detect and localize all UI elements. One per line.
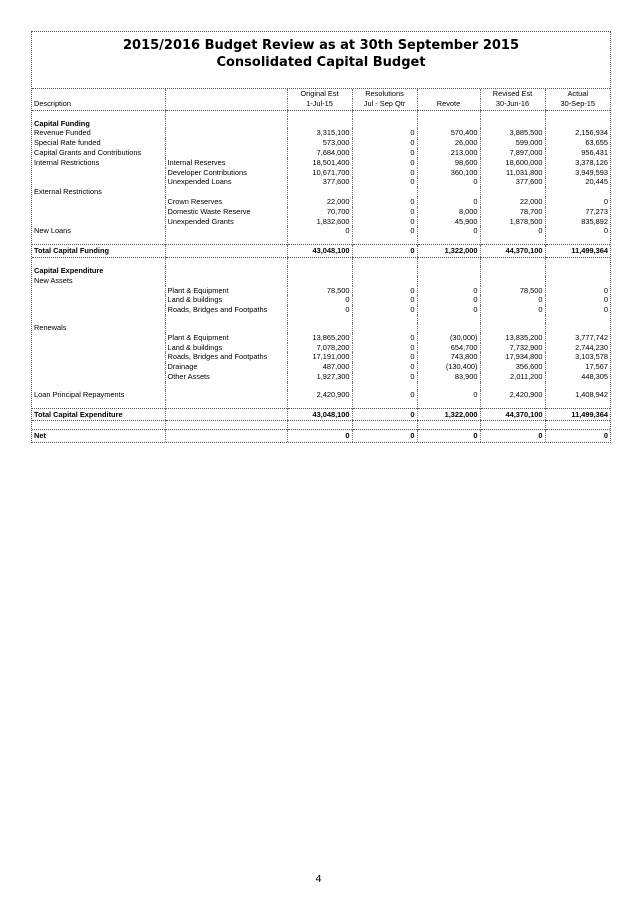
- spacer-cell: [287, 257, 352, 266]
- header-spacer: [165, 89, 287, 99]
- original-est-cell: 0: [287, 295, 352, 305]
- row-description: Net: [32, 430, 165, 442]
- spacer-cell: [32, 257, 165, 266]
- row-description: [32, 177, 165, 187]
- spacer-cell: [480, 421, 545, 430]
- row-subcategory: Domestic Waste Reserve: [165, 207, 287, 217]
- row-subcategory: [165, 226, 287, 236]
- spacer-cell: [165, 315, 287, 323]
- spacer-cell: [417, 236, 480, 245]
- row-subcategory: [165, 119, 287, 129]
- revote-cell: [417, 323, 480, 333]
- spacer-cell: [32, 382, 165, 390]
- header-spacer: [32, 89, 165, 99]
- row-description: Internal Restrictions: [34, 157, 100, 167]
- table-row: [32, 128, 610, 138]
- resolutions-cell: 0: [352, 372, 417, 382]
- spacer-cell: [32, 315, 165, 323]
- spacer-cell: [165, 421, 287, 430]
- spacer-row: [32, 257, 610, 266]
- revised-est-cell: 0: [480, 430, 545, 442]
- revised-est-cell: 2,420,900: [480, 390, 545, 400]
- spacer-cell: [417, 315, 480, 323]
- actual-cell: 0: [545, 430, 610, 442]
- spacer-cell: [417, 382, 480, 390]
- resolutions-cell: 0: [352, 217, 417, 227]
- revised-est-cell: 7,897,000: [480, 148, 545, 158]
- resolutions-cell: 0: [352, 168, 417, 178]
- actual-cell: 3,777,742: [545, 333, 610, 343]
- spacer-cell: [480, 315, 545, 323]
- spacer-cell: [480, 382, 545, 390]
- revised-est-cell: 22,000: [480, 197, 545, 207]
- resolutions-cell: 0: [352, 430, 417, 442]
- row-description: New Loans: [34, 226, 71, 236]
- row-description: [32, 286, 165, 296]
- row-description: [32, 295, 165, 305]
- actual-cell: 11,499,364: [545, 408, 610, 421]
- original-est-cell: 1,832,600: [287, 217, 352, 227]
- spacer-cell: [545, 257, 610, 266]
- revised-est-cell: 356,600: [480, 362, 545, 372]
- revised-est-cell: [480, 119, 545, 129]
- resolutions-cell: 0: [352, 390, 417, 400]
- header-spacer: [417, 89, 480, 99]
- spacer-cell: [352, 382, 417, 390]
- revised-est-cell: 0: [480, 226, 545, 236]
- revised-est-cell: 0: [480, 295, 545, 305]
- row-subcategory: Drainage: [165, 362, 287, 372]
- row-description: Special Rate funded: [34, 138, 101, 148]
- revised-est-cell: [480, 276, 545, 286]
- spacer-cell: [545, 315, 610, 323]
- row-description: [32, 305, 165, 315]
- original-est-cell: 7,078,200: [287, 343, 352, 353]
- header-original-est: Original Est: [287, 89, 352, 99]
- actual-cell: 2,744,230: [545, 343, 610, 353]
- actual-cell: [545, 276, 610, 286]
- spacer-cell: [165, 236, 287, 245]
- row-subcategory: Land & buildings: [165, 343, 287, 353]
- resolutions-cell: 0: [352, 352, 417, 362]
- original-est-cell: [287, 266, 352, 276]
- original-est-cell: [287, 323, 352, 333]
- header-revote: Revote: [417, 99, 480, 110]
- spacer-cell: [545, 421, 610, 430]
- table-row: [32, 323, 610, 333]
- header-description: Description: [32, 99, 165, 110]
- table-row: [32, 333, 610, 343]
- actual-cell: 3,378,126: [545, 158, 610, 168]
- spacer-cell: [32, 110, 165, 119]
- resolutions-cell: [352, 266, 417, 276]
- resolutions-cell: [352, 187, 417, 197]
- title-box: [32, 32, 610, 89]
- actual-cell: 956,431: [545, 148, 610, 158]
- row-description: Capital Expenditure: [34, 265, 104, 275]
- spacer-cell: [352, 315, 417, 323]
- revote-cell: 83,900: [417, 372, 480, 382]
- revised-est-cell: 44,370,100: [480, 245, 545, 258]
- resolutions-cell: 0: [352, 408, 417, 421]
- table-row: [32, 217, 610, 227]
- actual-cell: 3,949,593: [545, 168, 610, 178]
- row-subcategory: Roads, Bridges and Footpaths: [165, 352, 287, 362]
- spacer-cell: [417, 257, 480, 266]
- revote-cell: 213,000: [417, 148, 480, 158]
- revised-est-cell: 13,835,200: [480, 333, 545, 343]
- spacer-cell: [165, 400, 287, 409]
- actual-cell: [545, 266, 610, 276]
- spacer-cell: [352, 257, 417, 266]
- actual-cell: 63,655: [545, 138, 610, 148]
- row-description: Capital Grants and Contributions: [34, 147, 142, 157]
- budget-table-frame: [31, 31, 611, 443]
- spacer-cell: [352, 400, 417, 409]
- spacer-cell: [32, 421, 165, 430]
- revote-cell: 0: [417, 177, 480, 187]
- table-row: [32, 197, 610, 207]
- resolutions-cell: 0: [352, 207, 417, 217]
- original-est-cell: [287, 119, 352, 129]
- row-subcategory: [165, 408, 287, 421]
- resolutions-cell: 0: [352, 226, 417, 236]
- revised-est-cell: [480, 187, 545, 197]
- revote-cell: 0: [417, 197, 480, 207]
- spacer-row: [32, 236, 610, 245]
- revote-cell: 45,900: [417, 217, 480, 227]
- original-est-cell: 17,191,000: [287, 352, 352, 362]
- table-row: [32, 352, 610, 362]
- row-subcategory: [165, 128, 287, 138]
- row-description: [32, 207, 165, 217]
- header-spacer: [165, 99, 287, 110]
- original-est-cell: [287, 276, 352, 286]
- total-row: [32, 245, 610, 258]
- resolutions-cell: 0: [352, 333, 417, 343]
- row-description: Total Capital Expenditure: [32, 408, 165, 421]
- header-revised-est: Revised Est: [480, 89, 545, 99]
- original-est-cell: 487,000: [287, 362, 352, 372]
- original-est-cell: 43,048,100: [287, 245, 352, 258]
- revote-cell: 570,400: [417, 128, 480, 138]
- table-row: [32, 305, 610, 315]
- table-row: [32, 266, 610, 276]
- spacer-row: [32, 421, 610, 430]
- revised-est-cell: 44,370,100: [480, 408, 545, 421]
- actual-cell: 0: [545, 197, 610, 207]
- revote-cell: 654,700: [417, 343, 480, 353]
- revote-cell: 26,000: [417, 138, 480, 148]
- row-subcategory: Plant & Equipment: [165, 286, 287, 296]
- revised-est-cell: 78,500: [480, 286, 545, 296]
- row-subcategory: Internal Reserves: [165, 158, 287, 168]
- revised-est-cell: 78,700: [480, 207, 545, 217]
- header-resolutions-period: Jul - Sep Qtr: [352, 99, 417, 110]
- resolutions-cell: 0: [352, 128, 417, 138]
- table-row: [32, 168, 610, 178]
- table-row: [32, 390, 610, 400]
- original-est-cell: 70,700: [287, 207, 352, 217]
- actual-cell: [545, 119, 610, 129]
- revote-cell: (130,400): [417, 362, 480, 372]
- actual-cell: 17,567: [545, 362, 610, 372]
- revote-cell: [417, 119, 480, 129]
- original-est-cell: 78,500: [287, 286, 352, 296]
- revised-est-cell: [480, 323, 545, 333]
- revote-cell: 0: [417, 390, 480, 400]
- original-est-cell: 573,000: [287, 138, 352, 148]
- row-description: Capital Funding: [34, 118, 90, 128]
- resolutions-cell: 0: [352, 138, 417, 148]
- row-subcategory: Other Assets: [165, 372, 287, 382]
- original-est-cell: 377,600: [287, 177, 352, 187]
- revote-cell: 743,800: [417, 352, 480, 362]
- original-est-cell: 0: [287, 430, 352, 442]
- row-description: Total Capital Funding: [32, 245, 165, 258]
- row-description: New Assets: [34, 275, 73, 285]
- actual-cell: 0: [545, 295, 610, 305]
- revote-cell: 0: [417, 430, 480, 442]
- revised-est-cell: 0: [480, 305, 545, 315]
- row-subcategory: [165, 187, 287, 197]
- revised-est-cell: 17,934,800: [480, 352, 545, 362]
- spacer-cell: [417, 110, 480, 119]
- spacer-cell: [32, 400, 165, 409]
- actual-cell: 448,305: [545, 372, 610, 382]
- original-est-cell: 22,000: [287, 197, 352, 207]
- resolutions-cell: 0: [352, 305, 417, 315]
- original-est-cell: 43,048,100: [287, 408, 352, 421]
- revised-est-cell: [480, 266, 545, 276]
- row-subcategory: [165, 430, 287, 442]
- header-original-date: 1-Jul-15: [287, 99, 352, 110]
- header-actual-date: 30-Sep-15: [545, 99, 610, 110]
- row-description: [32, 217, 165, 227]
- actual-cell: 2,156,934: [545, 128, 610, 138]
- row-subcategory: Land & buildings: [165, 295, 287, 305]
- spacer-cell: [352, 236, 417, 245]
- header-actual: Actual: [545, 89, 610, 99]
- revote-cell: [417, 187, 480, 197]
- spacer-row: [32, 382, 610, 390]
- resolutions-cell: 0: [352, 197, 417, 207]
- original-est-cell: 13,865,200: [287, 333, 352, 343]
- original-est-cell: 7,684,000: [287, 148, 352, 158]
- row-subcategory: Unexpended Grants: [165, 217, 287, 227]
- revote-cell: 0: [417, 286, 480, 296]
- table-row: [32, 343, 610, 353]
- spacer-cell: [287, 110, 352, 119]
- revote-cell: 0: [417, 305, 480, 315]
- spacer-cell: [545, 382, 610, 390]
- revised-est-cell: 11,031,800: [480, 168, 545, 178]
- spacer-cell: [352, 421, 417, 430]
- table-row: [32, 276, 610, 286]
- table-row: [32, 372, 610, 382]
- actual-cell: 3,103,578: [545, 352, 610, 362]
- revote-cell: 98,600: [417, 158, 480, 168]
- budget-table-body: [32, 110, 610, 442]
- table-row: [32, 286, 610, 296]
- spacer-cell: [480, 236, 545, 245]
- resolutions-cell: [352, 323, 417, 333]
- actual-cell: 77,273: [545, 207, 610, 217]
- table-row: [32, 119, 610, 129]
- revote-cell: 8,000: [417, 207, 480, 217]
- row-subcategory: Developer Contributions: [165, 168, 287, 178]
- revote-cell: 360,100: [417, 168, 480, 178]
- revote-cell: (30,000): [417, 333, 480, 343]
- row-subcategory: Plant & Equipment: [165, 333, 287, 343]
- capital-budget-table: [32, 89, 610, 442]
- original-est-cell: 0: [287, 305, 352, 315]
- revote-cell: 1,322,000: [417, 245, 480, 258]
- spacer-row: [32, 400, 610, 409]
- revised-est-cell: 7,732,900: [480, 343, 545, 353]
- table-row: [32, 158, 610, 168]
- revote-cell: 0: [417, 226, 480, 236]
- row-description: [32, 168, 165, 178]
- resolutions-cell: 0: [352, 245, 417, 258]
- original-est-cell: 3,315,100: [287, 128, 352, 138]
- row-description: Loan Principal Repayments: [34, 389, 125, 399]
- spacer-cell: [287, 236, 352, 245]
- row-description: [32, 372, 165, 382]
- revote-cell: 1,322,000: [417, 408, 480, 421]
- actual-cell: 0: [545, 305, 610, 315]
- original-est-cell: 1,927,300: [287, 372, 352, 382]
- header-resolutions: Resolutions: [352, 89, 417, 99]
- actual-cell: 1,408,942: [545, 390, 610, 400]
- row-description: [32, 343, 165, 353]
- original-est-cell: 2,420,900: [287, 390, 352, 400]
- spacer-cell: [480, 257, 545, 266]
- row-subcategory: Crown Reserves: [165, 197, 287, 207]
- resolutions-cell: 0: [352, 362, 417, 372]
- row-description: [32, 362, 165, 372]
- revote-cell: [417, 276, 480, 286]
- actual-cell: 0: [545, 226, 610, 236]
- spacer-cell: [545, 400, 610, 409]
- spacer-cell: [165, 257, 287, 266]
- actual-cell: 11,499,364: [545, 245, 610, 258]
- table-row: [32, 177, 610, 187]
- revised-est-cell: 599,000: [480, 138, 545, 148]
- original-est-cell: 0: [287, 226, 352, 236]
- revote-cell: [417, 266, 480, 276]
- resolutions-cell: 0: [352, 148, 417, 158]
- spacer-cell: [352, 110, 417, 119]
- actual-cell: 20,445: [545, 177, 610, 187]
- row-subcategory: Unexpended Loans: [165, 177, 287, 187]
- row-description: [32, 352, 165, 362]
- actual-cell: [545, 323, 610, 333]
- spacer-cell: [287, 382, 352, 390]
- original-est-cell: 10,671,700: [287, 168, 352, 178]
- spacer-cell: [32, 236, 165, 245]
- spacer-cell: [165, 110, 287, 119]
- actual-cell: 0: [545, 286, 610, 296]
- row-subcategory: [165, 323, 287, 333]
- table-row: [32, 295, 610, 305]
- revised-est-cell: 1,878,500: [480, 217, 545, 227]
- spacer-cell: [287, 400, 352, 409]
- revised-est-cell: 18,600,000: [480, 158, 545, 168]
- row-subcategory: [165, 390, 287, 400]
- spacer-cell: [417, 400, 480, 409]
- revised-est-cell: 2,011,200: [480, 372, 545, 382]
- resolutions-cell: [352, 276, 417, 286]
- net-row: [32, 430, 610, 442]
- header-revised-date: 30-Jun-16: [480, 99, 545, 110]
- table-row: [32, 226, 610, 236]
- page-title: 2015/2016 Budget Review as at 30th September 2015: [122, 38, 520, 53]
- actual-cell: [545, 187, 610, 197]
- table-row: [32, 207, 610, 217]
- spacer-cell: [165, 382, 287, 390]
- row-description: Revenue Funded: [34, 128, 91, 138]
- row-description: [32, 333, 165, 343]
- revised-est-cell: 377,600: [480, 177, 545, 187]
- table-row: [32, 187, 610, 197]
- resolutions-cell: 0: [352, 158, 417, 168]
- spacer-cell: [417, 421, 480, 430]
- resolutions-cell: [352, 119, 417, 129]
- resolutions-cell: 0: [352, 343, 417, 353]
- spacer-cell: [545, 236, 610, 245]
- revised-est-cell: 3,885,500: [480, 128, 545, 138]
- actual-cell: 835,892: [545, 217, 610, 227]
- spacer-row: [32, 110, 610, 119]
- spacer-row: [32, 315, 610, 323]
- page-number: 4: [315, 874, 322, 885]
- row-description: [32, 197, 165, 207]
- page-subtitle: Consolidated Capital Budget: [216, 55, 426, 70]
- spacer-cell: [480, 110, 545, 119]
- row-subcategory: [165, 266, 287, 276]
- row-subcategory: Roads, Bridges and Footpaths: [165, 305, 287, 315]
- row-subcategory: [165, 138, 287, 148]
- row-description: Renewals: [34, 322, 67, 332]
- original-est-cell: 18,501,400: [287, 158, 352, 168]
- spacer-cell: [545, 110, 610, 119]
- spacer-cell: [287, 315, 352, 323]
- row-subcategory: [165, 148, 287, 158]
- resolutions-cell: 0: [352, 177, 417, 187]
- table-row: [32, 148, 610, 158]
- revote-cell: 0: [417, 295, 480, 305]
- original-est-cell: [287, 187, 352, 197]
- table-row: [32, 362, 610, 372]
- resolutions-cell: 0: [352, 286, 417, 296]
- total-row: [32, 408, 610, 421]
- row-subcategory: [165, 276, 287, 286]
- resolutions-cell: 0: [352, 295, 417, 305]
- row-description: External Restrictions: [34, 187, 102, 197]
- table-row: [32, 138, 610, 148]
- spacer-cell: [287, 421, 352, 430]
- row-subcategory: [165, 245, 287, 258]
- spacer-cell: [480, 400, 545, 409]
